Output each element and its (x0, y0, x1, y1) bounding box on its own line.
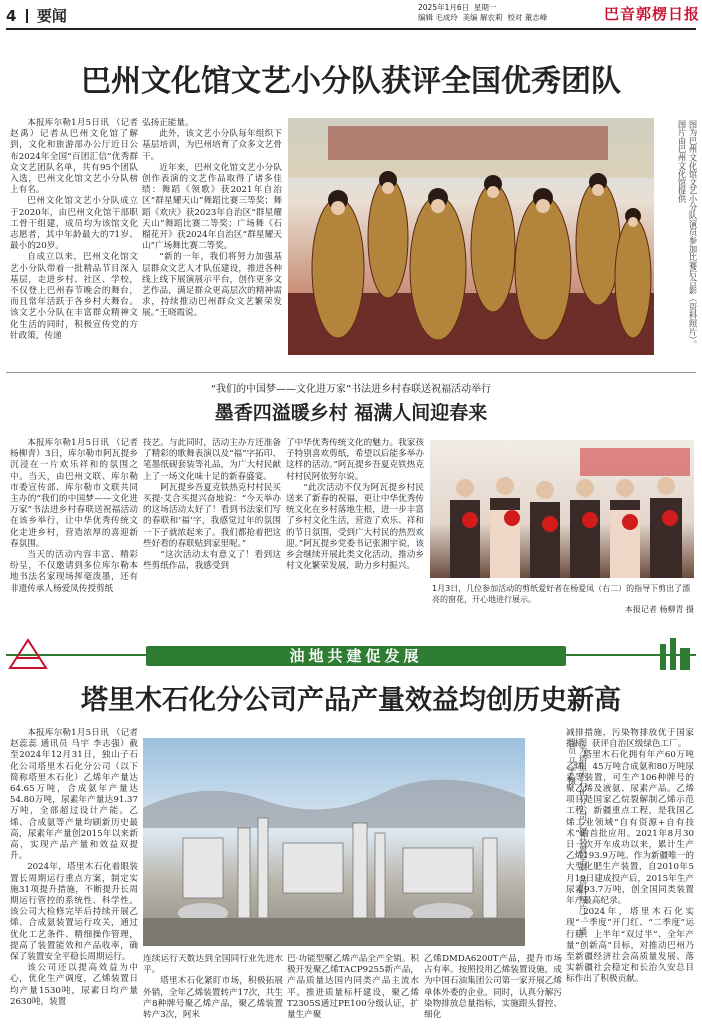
page-header-left (6, 5, 67, 26)
refinery-photo (143, 738, 525, 946)
article2-para: “这次活动太有意义了！看到这些剪纸作品，我感受到 (143, 550, 281, 572)
article1-column-2 (142, 118, 282, 370)
article2-photo-credit: 本报记者 杨柳青 摄 (624, 605, 694, 614)
article2-para: 技艺。与此同时，活动主办方还准备了精彩的歌舞表演以及“福”字拓印、笔墨纸砚套装等礼品，为广大村民献上了一场文化味十足的新春盛宴。 (143, 438, 281, 482)
article1-para: 近年来，巴州文化馆文艺小分队创作表演的文艺作品取得了诸多佳绩：舞蹈《领歌》获2021年自治区“群星耀天山”舞蹈比赛三等奖；舞蹈《欢庆》获2023年自治区“群星耀天山”舞蹈比赛二等奖；广场舞《石榴花开》获2024年自治区“群星耀天山”广场舞比赛二等奖。 (142, 162, 282, 252)
oil-derrick-icon (8, 636, 48, 670)
article2-column-3 (286, 438, 424, 628)
article3-column-5 (566, 728, 694, 1024)
article3-column-2 (143, 954, 283, 1024)
article3-para: 塔里木石化拥有年产60万吨乙烯、45万吨合成氨和80万吨尿素等装置，可生产106种牌号的聚乙烯及液氨、尿素产品。乙烯项目是国家乙烷裂解制乙烯示范工程，新疆重点工程，是我国乙烯工业领域“自有资源+自有技术”的首批应用。2021年8月30日一次开车成功以来，累计生产乙烯193.9万吨。作为新疆唯一的大型化肥生产装置，自2010年5月19日建成投产后，2015年生产尿素93.7万吨，创全国同类装置年产最高纪录。 (566, 750, 694, 907)
article2-caption-text: 1月3日，几位参加活动的剪纸爱好者在杨爱凤（右二）的指导下剪出了漂亮的窗花，开心地进行展示。 (432, 584, 691, 604)
article3-para: 该公司还以提高效益为中心，优化生产调度，乙烯装置日均产量1530吨，尿素日均产量2630吨，装置 (10, 963, 138, 1007)
header-rule (6, 28, 696, 30)
article2-para: 当天的活动内容丰富、精彩纷呈，不仅邀请到多位库尔勒本地书法名家现场挥毫泼墨，还有非遗传承人杨爱凤传授剪纸 (10, 550, 138, 594)
article3-para: 本报库尔勒1月5日讯 （记者 赵蕊蕊 通讯员 马宇 李志强）截至2024年12月31日，独山子石化公司塔里木石化分公司（以下简称塔里木石化）乙烯年产量达64.65万吨，合成氨年产量达54.80万吨，尿素年产量达91.37万吨，全部超过设计产能。乙烯、合成氨等产量均刷新历史最高，尿素年产量创2015年以来新高，实现产品产量和效益双提升。 (10, 728, 138, 862)
oil-region-banner (6, 640, 696, 670)
article3-column-3 (287, 954, 419, 1024)
article2-para: 本报库尔勒1月5日讯 （记者 杨柳青）3日，库尔勒市阿瓦提乡沉浸在一片欢乐祥和的氛围之中。当天，由巴州文联、库尔勒市委宣传部、库尔勒市文联共同主办的“我们的中国梦——文化进万家”书法进乡村春联送祝福活动在该乡举行，让中华优秀传统文化走进乡村，营造浓厚的喜迎新春氛围。 (10, 438, 138, 549)
paper-cut-photo (430, 440, 694, 578)
dance-troupe-photo (288, 118, 654, 355)
article1-para: 此外，该文艺小分队每年组织下基层培训，为巴州培育了众多文艺骨干。 (142, 129, 282, 162)
article1-para: 本报库尔勒1月5日讯 （记者 赵禹）记者从巴州文化馆了解到，文化和旅游部办公厅近日公布2024年全国“百团汇信”优秀群众文艺团队名单，共有95个团队入选，巴州文化馆文艺小分队榜上有名。 (10, 118, 138, 196)
issue-weekday: 星期一 (473, 3, 497, 12)
page-header-meta (418, 3, 547, 23)
paper-cut-illustration (430, 440, 694, 578)
article1-para: 弘扬正能量。 (142, 118, 194, 128)
article3-column-4 (424, 954, 562, 1024)
art-editor-credit: 美编 解农莉 (462, 13, 503, 22)
article3-photo-caption: 图为塔里木石化分公司乙烯装置全景（资料照片）。 通讯员 马宇 摄 (567, 738, 588, 936)
refinery-tower-icon (656, 634, 694, 670)
banner-label: 油地共建促发展 (289, 647, 423, 665)
editor-credit: 编辑 毛成玲 (418, 13, 458, 22)
article2-headline: 墨香四溢暖乡村 福满人间迎春来 (214, 402, 488, 424)
article2-column-2 (143, 438, 281, 628)
header-divider (26, 9, 28, 23)
dance-troupe-illustration (288, 118, 654, 355)
article3-para: 连续运行天数达到全国同行业先进水平。 (143, 954, 283, 976)
issue-date: 2025年1月6日 (418, 3, 470, 12)
article2-para: “此次活动不仅为阿瓦提乡村民送来了新春的祝福，更让中华优秀传统文化在乡村落地生根，进一步丰富了乡村文化生活，营造了欢乐、祥和的节日氛围，受到广大村民的热烈欢迎。”阿瓦提乡党委书记张湘宇说，该乡会继续开展此类文化活动，推动乡村文化繁荣发展，助力乡村振兴。 (286, 482, 424, 572)
article1-column-1 (10, 118, 138, 370)
article3-para: 减排措施，污染物排放优于国家指标，获评自治区级绿色工厂。 (566, 728, 694, 750)
article3-para: 巴·功能型聚乙烯产品全产全销。积极开发聚乙烯TACP9255新产品，产品质量达国内同类产品主流水平。推进质量标杆建设，聚乙烯T2305S通过PE100分级认证，扩量生产聚 (287, 954, 419, 1021)
article2-para: 了中华优秀传统文化的魅力。我家孩子特别喜欢剪纸，希望以后能多举办这样的活动。”阿瓦提乡吾夏克铁热克村村民阿依努尔说。 (286, 438, 424, 482)
article2-photo-caption (432, 584, 694, 616)
article3-para: 塔里木石化紧盯市场，积极拓展外销，全年乙烯装置转产17次，共生产8种牌号聚乙烯产品，聚乙烯装置转产3次，阿米 (143, 976, 283, 1021)
page-number: 4 (6, 7, 17, 25)
article1-para: 自成立以来，巴州文化馆文艺小分队带着一批精品节目深入基层，走进乡村、社区、学校，不仅登上巴州春节晚会的舞台，而且常年活跃于各乡村大舞台。该文艺小分队在丰富群众精神文化生活的同时，积极宣传党的方针政策，传递 (10, 252, 138, 341)
article1-photo-caption: 图为巴州文化馆文艺小分队演员参加比赛后合影（资料照片）。 图片由巴州文化馆提供 (677, 120, 698, 349)
article3-headline: 塔里木石化分公司产品产量效益均创历史新高 (81, 685, 621, 716)
section-divider (6, 372, 696, 373)
refinery-illustration (143, 738, 525, 946)
article2-column-1 (10, 438, 138, 628)
proofreader-credit: 校对 董志峰 (507, 13, 548, 22)
article1-para: “新的一年，我们将努力加强基层群众文艺人才队伍建设，推进各种线上线下展演展示平台，创作更多文艺作品，满足群众更高层次的精神需求，持续推动巴州群众文艺繁荣发展。”王晓霞说。 (142, 252, 282, 319)
article1-headline: 巴州文化馆文艺小分队获评全国优秀团队 (81, 64, 621, 99)
article3-column-1 (10, 728, 138, 1024)
article3-para: 2024年，塔里木石化实现“一季度”开门红、“二季度”运行稳、上半年“双过半”、全年产量“创新高”目标，对推动巴州乃至新疆经济社会高质量发展、落实新疆社会稳定和长治久安总目标作出了积极贡献。 (566, 907, 694, 985)
article1-para: 巴州文化馆文艺小分队成立于2020年，由巴州文化馆干部职工骨干组建，成员均为该馆文化志愿者，其中年龄最大的71岁、最小的20岁。 (10, 196, 138, 252)
article3-para: 乙烯DMDA6200T产品，提升市场占有率。按照投用乙烯装置设施，成为中国石油集团公司第一家开展乙烯单体外委的企业。同时，认真分解污染物排放总量指标，实施跟头督控、细化 (424, 954, 562, 1021)
article3-para: 2024年，塔里木石化着眼装置长周期运行重点方案，制定实施31项提升措施，不断提升长周期运行管控的系统性、科学性。该公司大检修完毕后持续开展乙烯、合成氨装置运行攻关，通过优化工艺条件、精细操作管理，提高了装置能效和产品收率，确保了装置安全平稳长周期运行。 (10, 862, 138, 963)
newspaper-logo: 巴音郭楞日报 (604, 5, 701, 23)
article2-para: 阿瓦提乡吾夏克铁热克村村民买买提·艾合买提兴奋地说：“今天举办的这场活动太好了！看到书法家们写的春联和‘福’字，我感觉过年的氛围一下子就浓起来了。我们都抢着把这些好看的春联贴到家里呢。” (143, 482, 281, 549)
section-name: 要闻 (36, 7, 67, 25)
article2-kicker: “我们的中国梦——文化进万家”书法进乡村春联送祝福活动举行 (210, 384, 492, 395)
